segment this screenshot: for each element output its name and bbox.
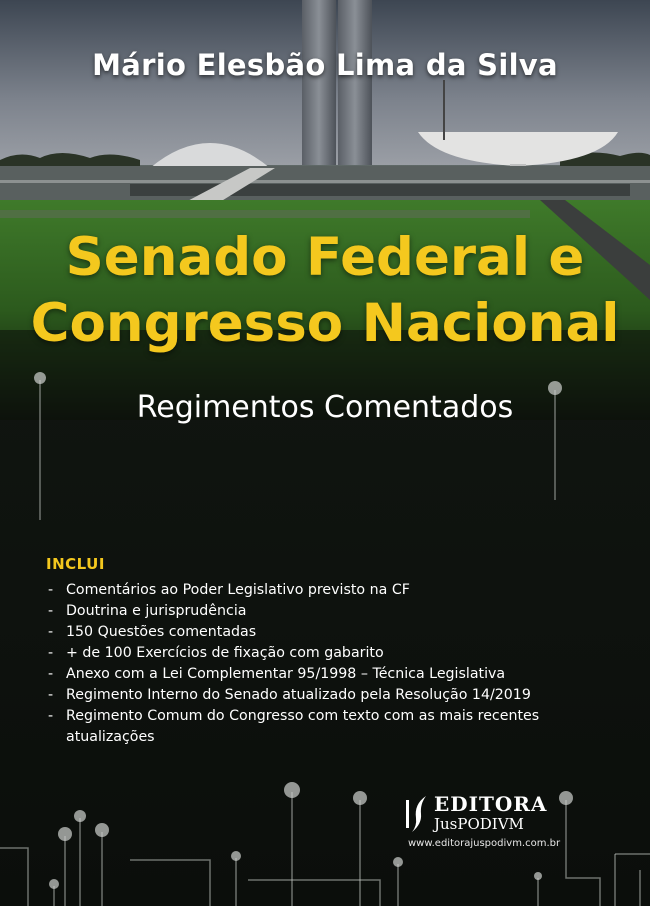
list-item: - Regimento Comum do Congresso com texto com as mais recentes atualizações (48, 706, 608, 748)
list-item: - Regimento Interno do Senado atualizado pela Resolução 14/2019 (48, 685, 608, 706)
title-line-2: Congresso Nacional (30, 293, 620, 354)
book-subtitle: Regimentos Comentados (136, 390, 514, 425)
list-item: - + de 100 Exercícios de fixação com gabarito (48, 643, 608, 664)
list-item: - Comentários ao Poder Legislativo previsto na CF (48, 580, 608, 601)
list-item: - Doutrina e jurisprudência (48, 601, 608, 622)
list-item: - Anexo com a Lei Complementar 95/1998 – Técnica Legislativa (48, 664, 608, 685)
includes-heading: INCLUI (46, 555, 105, 573)
publisher-name: EDITORA (434, 792, 548, 816)
list-item: - 150 Questões comentadas (48, 622, 608, 643)
publisher-brand: JusPODIVM (434, 815, 524, 833)
quill-logo-icon (404, 794, 430, 834)
author-name: Mário Elesbão Lima da Silva (92, 48, 558, 82)
publisher-logo (404, 792, 561, 852)
title-line-1: Senado Federal e (65, 227, 585, 288)
includes-list (48, 580, 608, 748)
publisher-website: www.editorajuspodivm.com.br (408, 838, 561, 849)
